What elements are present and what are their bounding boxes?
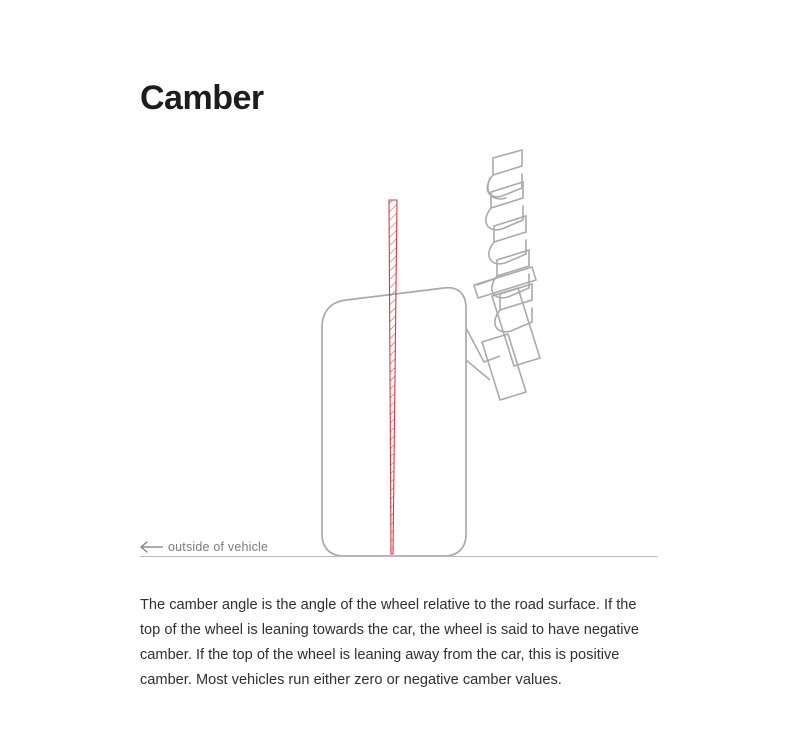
page-title: Camber [140,79,264,117]
shock-absorber-body [474,267,540,400]
outside-of-vehicle-label: outside of vehicle [168,540,269,554]
camber-diagram [140,130,660,560]
vertical-reference-line [389,200,397,554]
outside-of-vehicle-arrow-icon [139,539,165,555]
camber-description: The camber angle is the angle of the wheel relative to the road surface. If the top of the wheel is leaning towards the car, the wheel is said to have negative camber. If the top of the wheel is leaning away from the car, this is positive camber. Most vehicles run either zero or negative camber values. [140,596,639,688]
ground-line [140,556,658,557]
hub-knuckle [466,328,500,380]
